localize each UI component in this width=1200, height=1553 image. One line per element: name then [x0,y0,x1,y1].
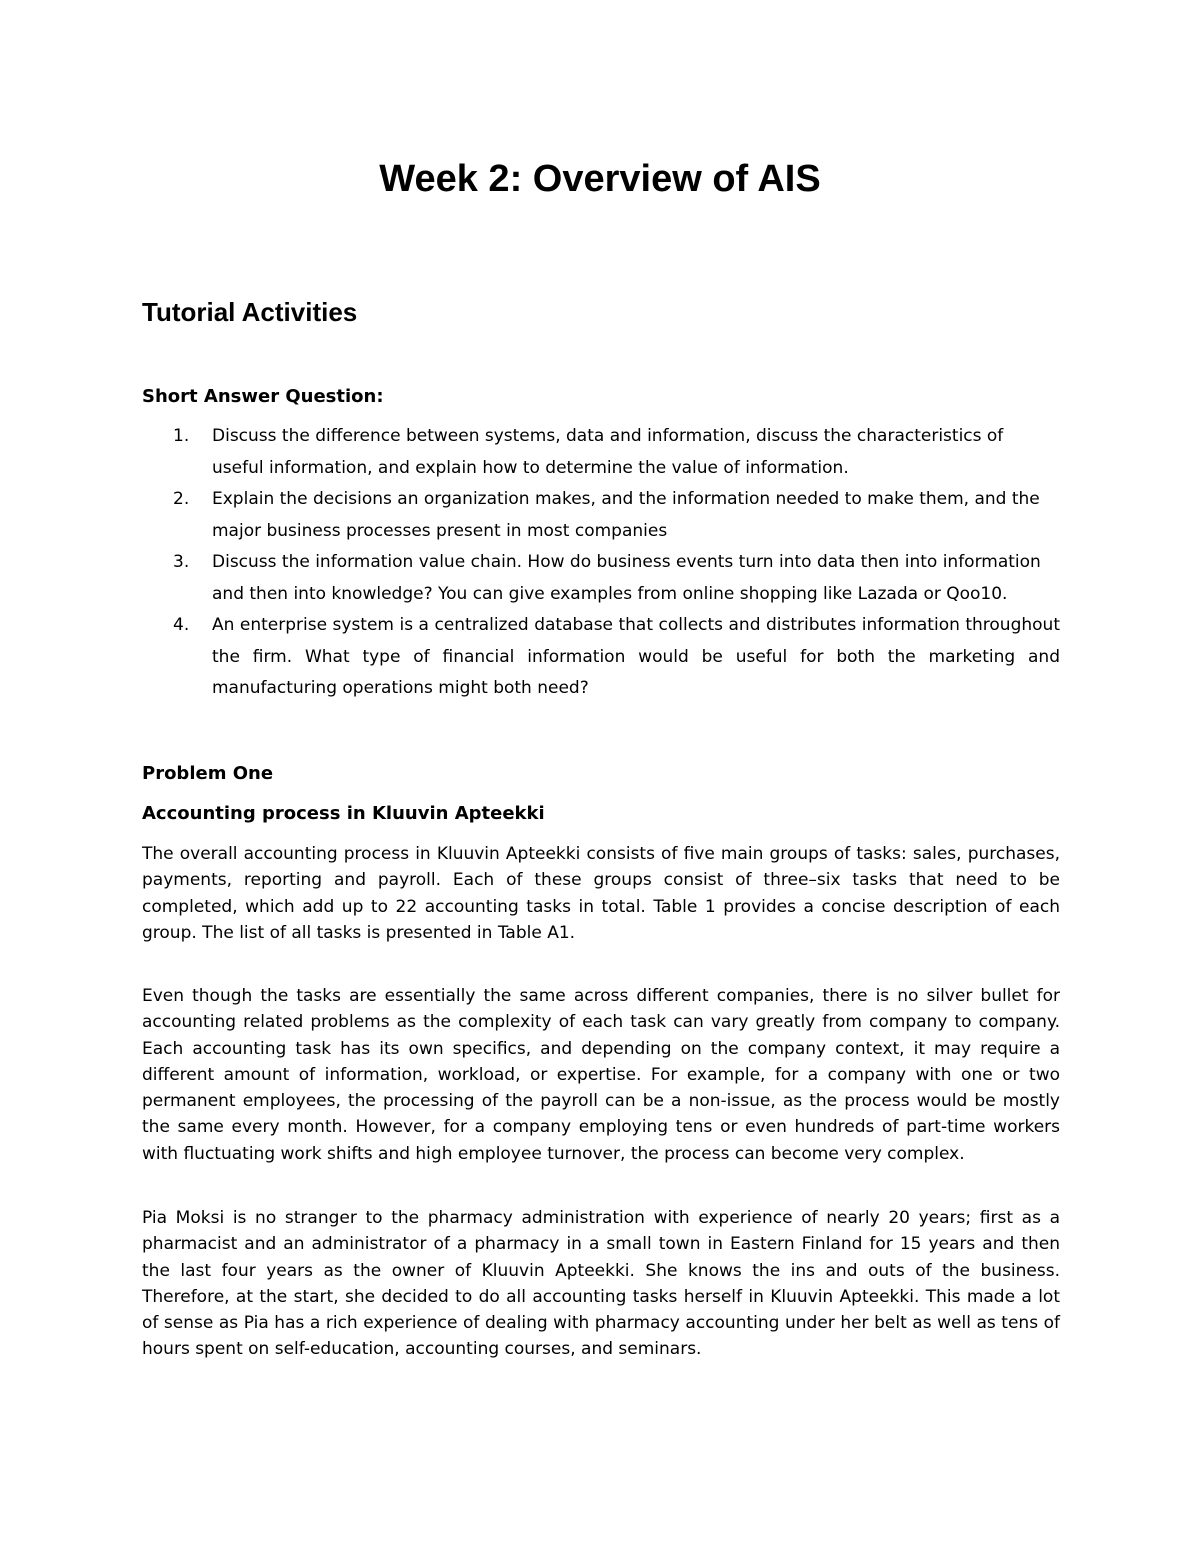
question-number: 3. [173,552,190,572]
question-text: Explain the decisions an organization makes, and the information needed to make them, and the major business processes present in most companies [212,489,1040,541]
list-item [142,484,1060,547]
question-number: 2. [173,489,190,509]
list-item [142,610,1060,705]
problem-heading: Problem One [142,763,274,784]
body-paragraph: Even though the tasks are essentially the same across different companies, there is no silver bullet for accounting related problems as the complexity of each task can vary greatly from company to company. Each accounting task has its own specifics, and depending on the company context, it may require a different amount of information, workload, or expertise. For example, for a company with one or two permanent employees, the processing of the payroll can be a non-issue, as the process would be mostly the same every month. However, for a company employing tens or even hundreds of part-time workers with fluctuating work shifts and high employee turnover, the process can become very complex. [142,986,1060,1164]
short-answer-heading: Short Answer Question: [142,386,384,407]
body-paragraph: Pia Moksi is no stranger to the pharmacy administration with experience of nearly 20 years; first as a pharmacist and an administrator of a pharmacy in a small town in Eastern Finland for 15 years and then the last four years as the owner of Kluuvin Apteekki. She knows the ins and outs of the business. Therefore, at the start, she decided to do all accounting tasks herself in Kluuvin Apteekki. This made a lot of sense as Pia has a rich experience of dealing with pharmacy accounting under her belt as well as tens of hours spent on self-education, accounting courses, and seminars. [142,1208,1060,1360]
problem-subheading: Accounting process in Kluuvin Apteekki [142,803,545,824]
question-number: 4. [173,615,190,635]
question-text: An enterprise system is a centralized database that collects and distributes information throughout the firm. What type of financial information would be useful for both the marketing and manufacturing operations might both need? [212,615,1060,698]
list-item [142,547,1060,610]
page-title: Week 2: Overview of AIS [379,158,821,200]
question-list [142,421,1060,705]
question-text: Discuss the difference between systems, data and information, discuss the characteristics of useful information, and explain how to determine the value of information. [212,426,1004,478]
section-subtitle: Tutorial Activities [142,297,358,327]
body-paragraph: The overall accounting process in Kluuvin Apteekki consists of five main groups of tasks: sales, purchases, payments, reporting and payroll. Each of these groups consist of three–six tasks that need to be completed, which add up to 22 accounting tasks in total. Table 1 provides a concise description of each group. The list of all tasks is presented in Table A1. [142,844,1060,943]
list-item [142,421,1060,484]
question-number: 1. [173,426,190,446]
question-text: Discuss the information value chain. How do business events turn into data then into information and then into knowledge? You can give examples from online shopping like Lazada or Qoo10. [212,552,1041,604]
